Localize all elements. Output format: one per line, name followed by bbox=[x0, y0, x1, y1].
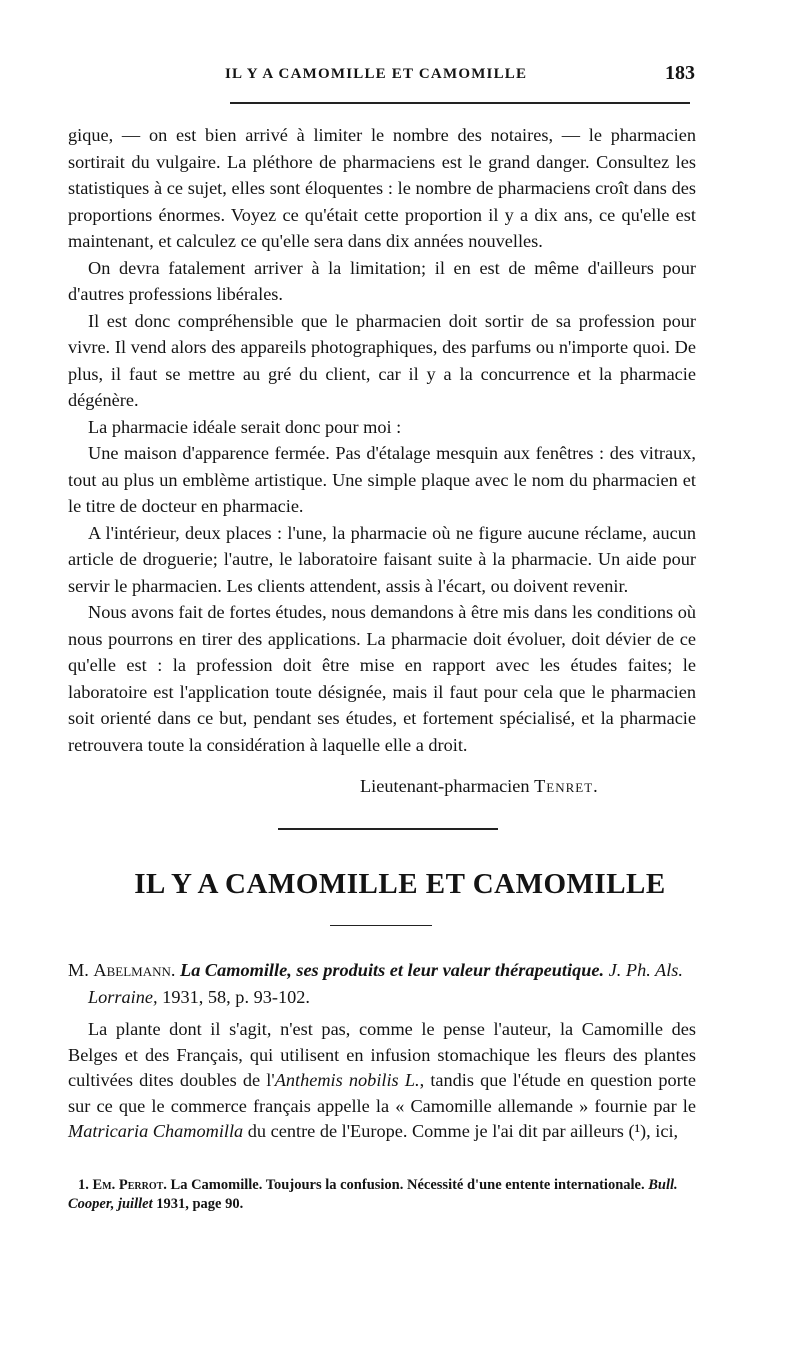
footnote-tail: 1931, page 90. bbox=[152, 1196, 244, 1212]
footnote-number: 1. bbox=[78, 1177, 93, 1193]
footnote-author: Em. Perrot. bbox=[92, 1177, 167, 1193]
header-rule bbox=[230, 102, 690, 104]
paragraph: Une maison d'apparence fermée. Pas d'étalage mesquin aux fenêtres : des vitraux, tout au plus un emblème artistique. Une simple plaque avec le nom du pharmacien et le titre de docteur en pharmacie. bbox=[68, 443, 696, 516]
footnote-journal: Bull. Cooper, juillet bbox=[68, 1177, 678, 1212]
paragraph: On devra fatalement arriver à la limitation; il en est de même d'ailleurs pour d'autres professions libérales. bbox=[68, 257, 696, 304]
species-name: Matricaria Chamomilla bbox=[68, 1121, 244, 1141]
text-run: , tandis que l'étude en question porte sur ce que le commerce français appelle la « Camomille allemande » fournie par le bbox=[68, 1070, 696, 1116]
paragraph bbox=[68, 1017, 696, 1145]
signature-name: Tenret. bbox=[534, 776, 599, 796]
paragraph: A l'intérieur, deux places : l'une, la pharmacie où ne figure aucune réclame, aucun article de droguerie; l'autre, le laboratoire faisant suite à la pharmacie. Un aide pour servir le pharmacien. Les clients attendent, assis à l'écart, ou doivent revenir. bbox=[68, 522, 696, 596]
reference-author: Abelmann. bbox=[93, 960, 176, 980]
paragraph: Il est donc compréhensible que le pharmacien doit sortir de sa profession pour vivre. Il vend alors des appareils photographiques, des parfums ou n'importe quoi. De plus, il faut se mettre au gré du client, car il y a la concurrence et la pharmacie dégénère. bbox=[68, 310, 696, 410]
author-signature bbox=[360, 776, 599, 797]
paragraph: gique, — on est bien arrivé à limiter le nombre des notaires, — le pharmacien sortirait du vulgaire. La pléthore de pharmaciens est le grand danger. Consultez les statistiques à ce sujet, elles sont éloquentes : le nombre de pharmaciens croît dans des proportions énormes. Voyez ce qu'était cette proportion il y a dix ans, ce qu'elle est maintenant, et calculez ce qu'elle sera dans dix années nouvelles. bbox=[68, 125, 696, 251]
species-name: Anthemis nobilis L. bbox=[274, 1070, 420, 1090]
reference-details: 1931, 58, p. 93-102. bbox=[162, 987, 310, 1007]
title-underline bbox=[330, 925, 432, 926]
text-run: du centre de l'Europe. Comme je l'ai dit par ailleurs (¹), ici, bbox=[243, 1121, 679, 1141]
running-head: IL Y A CAMOMILLE ET CAMOMILLE bbox=[225, 66, 528, 82]
signature-rank: Lieutenant-pharmacien bbox=[360, 776, 535, 796]
article-body-continued bbox=[68, 122, 696, 758]
section-title: IL Y A CAMOMILLE ET CAMOMILLE bbox=[134, 868, 666, 900]
bibliographic-reference bbox=[68, 957, 696, 1011]
footnote-text: La Camomille. Toujours la confusion. Nécessité d'une entente internationale. bbox=[166, 1177, 649, 1193]
text-run: La plante dont il s'agit, n'est pas, comme le pense l'auteur, la Camomille des Belges et des Français, qui utilisent en infusion stomachique les fleurs des plantes cultivées dites doubles de l' bbox=[68, 1019, 696, 1090]
footnote bbox=[68, 1176, 696, 1214]
paragraph: Nous avons fait de fortes études, nous demandons à être mis dans les conditions où nous pourrons en tirer des applications. La pharmacie doit évoluer, doit dévier de ce qu'elle est : la profession doit être mise en rapport avec les études faites; le laboratoire est l'application toute désignée, mais il faut pour cela que le pharmacien soit orienté dans ce but, pendant ses études, et fortement spécialisé, et la pharmacie retrouvera toute la considération à laquelle elle a droit. bbox=[68, 602, 696, 755]
reference-author-prefix: M. bbox=[68, 960, 94, 980]
reference-title: La Camomille, ses produits et leur valeur thérapeutique. bbox=[180, 960, 605, 980]
page-number: 183 bbox=[665, 62, 695, 84]
section-divider bbox=[278, 828, 498, 830]
reference-journal: J. Ph. Als. Lorraine, bbox=[88, 960, 683, 1007]
article-body bbox=[68, 1017, 696, 1145]
paragraph: La pharmacie idéale serait donc pour moi : bbox=[88, 416, 402, 437]
